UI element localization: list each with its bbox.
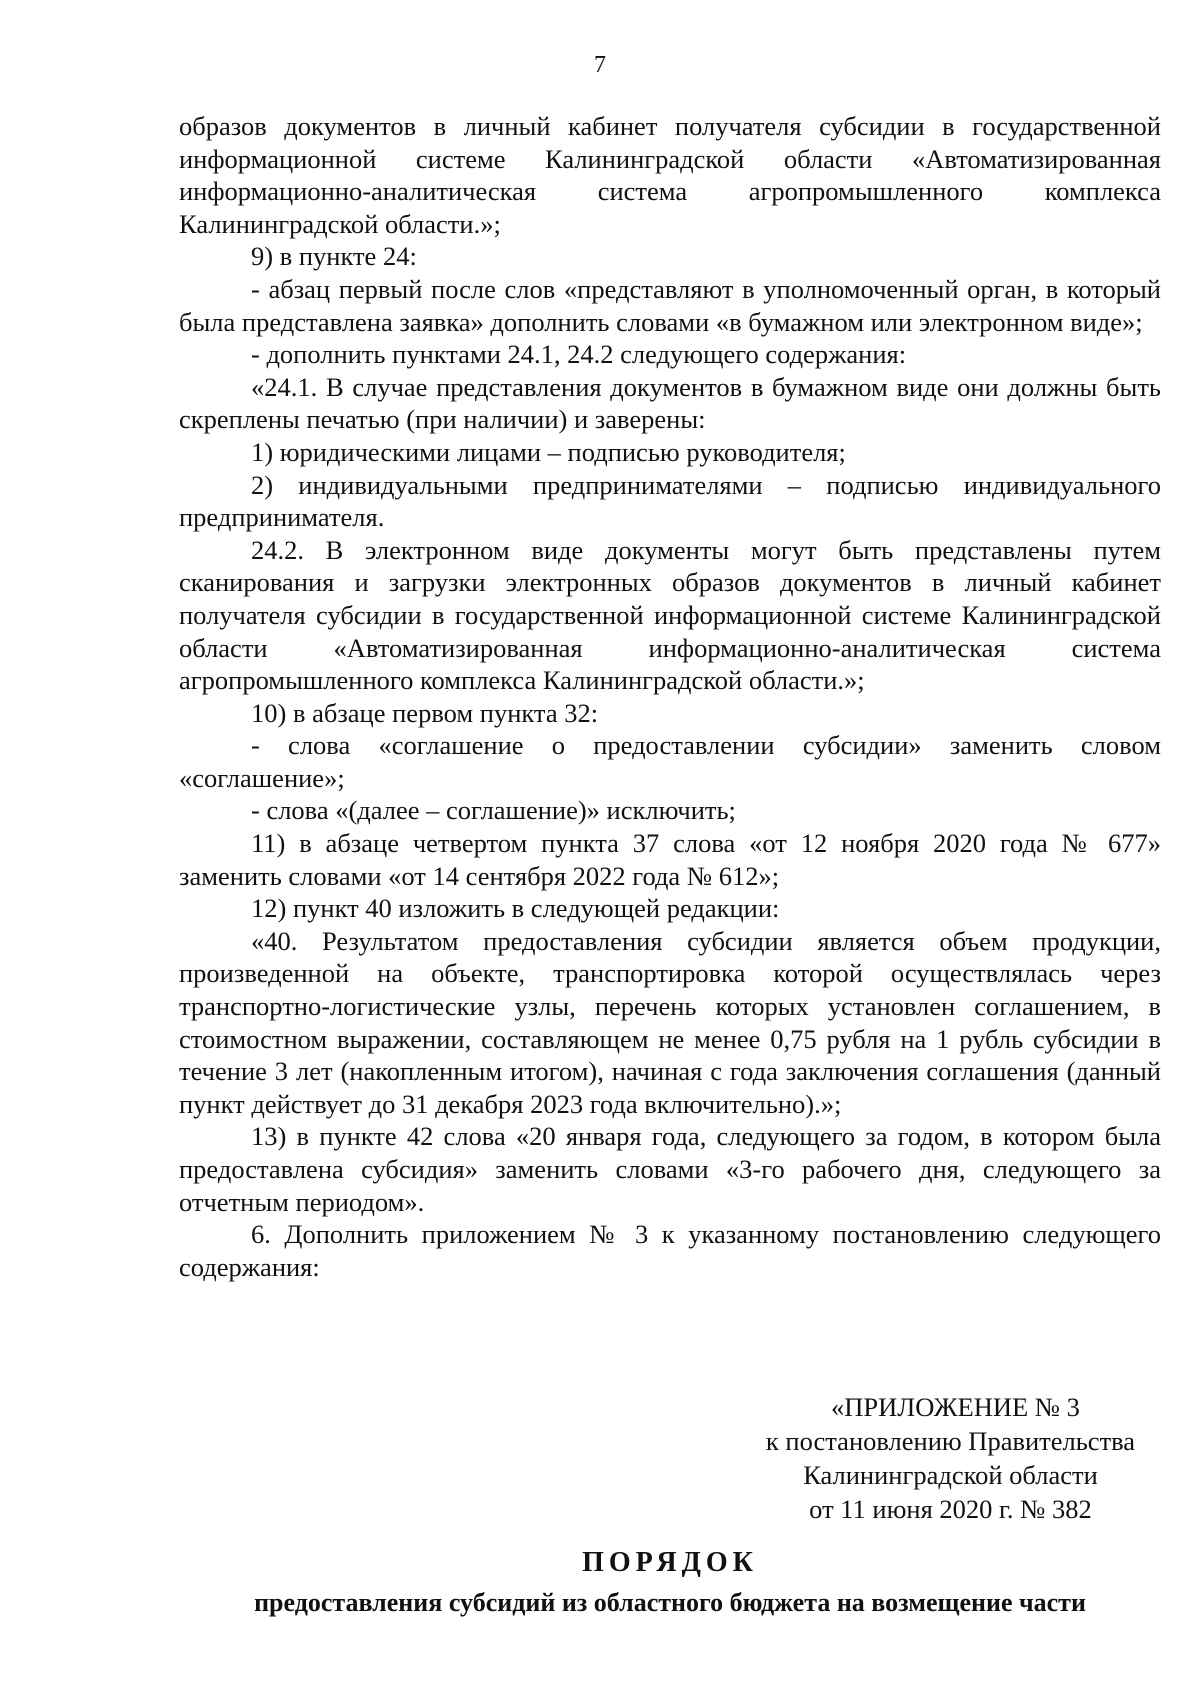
- appendix-header: [740, 1390, 1161, 1526]
- paragraph-item-12: 12) пункт 40 изложить в следующей редакции:: [251, 893, 780, 924]
- paragraph-item-11: 11) в абзаце четвертом пункта 37 слова «от 12 ноября 2020 года № 677» заменить словами «от 14 сентября 2022 года № 612»;: [179, 828, 1161, 891]
- appendix-line-decree: к постановлению Правительства: [765, 1426, 1136, 1456]
- paragraph-item-10-sub-1: - слова «соглашение о предоставлении субсидии» заменить словом «соглашение»;: [179, 730, 1161, 793]
- page-number: 7: [594, 52, 606, 78]
- paragraph-point-24-2: 24.2. В электронном виде документы могут быть представлены путем сканирования и загрузки электронных образов документов в личный кабинет получателя субсидии в государственной информационной системе Калининградской области «Автоматизированная информационно-аналитическая система агропромышленного комплекса Калининградской области.»;: [179, 534, 1161, 696]
- paragraph-item-13: 13) в пункте 42 слова «20 января года, следующего за годом, в котором была предоставлена субсидия» заменить словами «3-го рабочего дня, следующего за отчетным периодом».: [179, 1121, 1161, 1217]
- paragraph-item-9-sub-2: - дополнить пунктами 24.1, 24.2 следующего содержания:: [251, 339, 907, 370]
- paragraph-item-9-sub-1: - абзац первый после слов «представляют в уполномоченный орган, в который была представлена заявка» дополнить словами «в бумажном или электронном виде»;: [179, 273, 1161, 337]
- procedure-subtitle: предоставления субсидий из областного бюджета на возмещение части: [254, 1588, 1086, 1617]
- appendix-title: «ПРИЛОЖЕНИЕ № 3: [831, 1392, 1080, 1422]
- paragraph-continuation: образов документов в личный кабинет получателя субсидии в государственной информационной системе Калининградской области «Автоматизированная информационно-аналитическая система агропромышленного комплекса Калининградской области.»;: [179, 111, 1161, 239]
- appendix-line-region: Калининградской области: [803, 1460, 1098, 1490]
- paragraph-point-24-1-individual: 2) индивидуальными предпринимателями – подписью индивидуального предпринимателя.: [179, 469, 1161, 533]
- procedure-title: ПОРЯДОК: [582, 1547, 758, 1578]
- appendix-line-date: от 11 июня 2020 г. № 382: [809, 1494, 1092, 1524]
- paragraph-section-6: 6. Дополнить приложением № 3 к указанному постановлению следующего содержания:: [179, 1219, 1161, 1282]
- paragraph-item-10-sub-2: - слова «(далее – соглашение)» исключить;: [251, 795, 736, 826]
- paragraph-item-9: 9) в пункте 24:: [251, 241, 417, 272]
- body-text: [179, 110, 1161, 1283]
- paragraph-point-24-1-legal: 1) юридическими лицами – подписью руководителя;: [251, 436, 846, 467]
- paragraph-point-40: «40. Результатом предоставления субсидии является объем продукции, произведенной на объекте, транспортировка которой осуществлялась через транспортно-логистические узлы, перечень которых установлен соглашением, в стоимостном выражении, составляющем не менее 0,75 рубля на 1 рубль субсидии в течение 3 лет (накопленным итогом), начиная с года заключения соглашения (данный пункт действует до 31 декабря 2023 года включительно).»;: [179, 925, 1161, 1119]
- paragraph-point-24-1: «24.1. В случае представления документов в бумажном виде они должны быть скреплены печатью (при наличии) и заверены:: [179, 371, 1161, 435]
- paragraph-item-10: 10) в абзаце первом пункта 32:: [251, 697, 599, 728]
